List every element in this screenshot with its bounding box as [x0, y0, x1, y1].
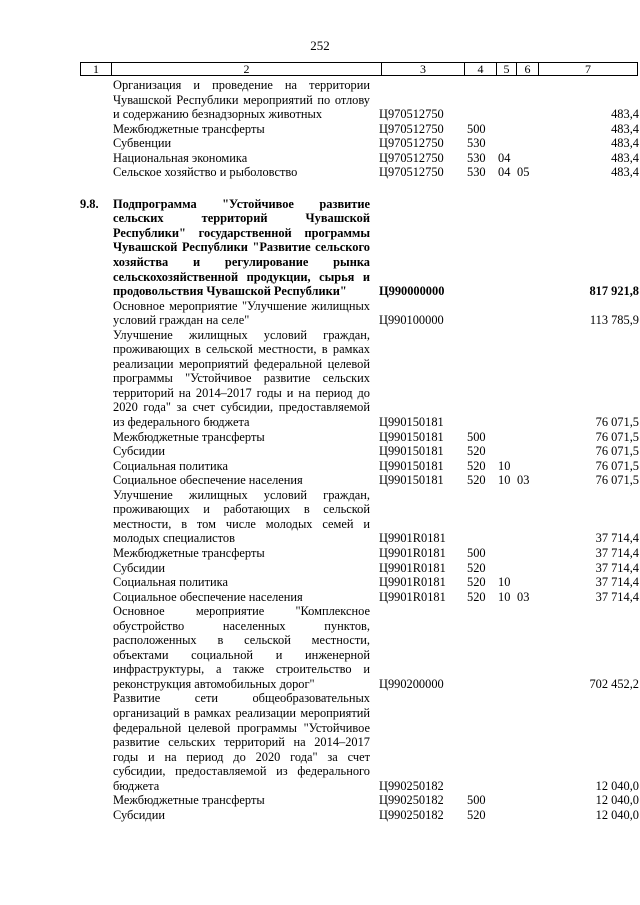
- table-row: [80, 575, 638, 590]
- table-row: [80, 444, 638, 459]
- table-row: [80, 328, 638, 430]
- table-row: [80, 430, 638, 445]
- row-name: Сельское хозяйство и рыболовство: [113, 165, 298, 180]
- row-amount: 483,4: [611, 136, 639, 151]
- row-col-5: 04: [498, 150, 511, 165]
- row-amount: 37 714,4: [595, 560, 639, 575]
- row-col-5: 10: [498, 575, 511, 590]
- table-row: [80, 691, 638, 793]
- row-col-4: 520: [467, 560, 486, 575]
- header-col-1: 1: [93, 62, 99, 76]
- table-row: [80, 546, 638, 561]
- table-row: [80, 488, 638, 546]
- row-col-4: 520: [467, 458, 486, 473]
- row-code: Ц990150181: [379, 473, 444, 488]
- row-col-4: 520: [467, 575, 486, 590]
- row-col-4: 520: [467, 807, 486, 822]
- row-number: 9.8.: [80, 196, 99, 211]
- row-amount: 76 071,5: [595, 429, 639, 444]
- header-col-4: 4: [464, 63, 496, 75]
- row-code: Ц990150181: [379, 415, 444, 430]
- table-header: [80, 62, 638, 76]
- table-row: [80, 808, 638, 823]
- row-name: Социальная политика: [113, 575, 228, 590]
- row-amount: 37 714,4: [595, 575, 639, 590]
- row-name: Межбюджетные трансферты: [113, 121, 265, 136]
- table-row: [80, 793, 638, 808]
- row-name: Основное мероприятие "Комплексное обустройство населенных пунктов, расположенных в сельской местности, объектами социальной и инженерной инфраструктуры, а также строительство и реконструкция автомобильных дорог": [113, 604, 370, 691]
- row-col-5: 04: [498, 165, 511, 180]
- header-col-7: 7: [538, 63, 637, 75]
- row-code: Ц970512750: [379, 165, 444, 180]
- row-code: Ц9901R0181: [379, 575, 446, 590]
- row-code: Ц970512750: [379, 121, 444, 136]
- row-code: Ц9901R0181: [379, 531, 446, 546]
- row-col-4: 530: [467, 165, 486, 180]
- row-name: Субсидии: [113, 807, 165, 822]
- row-code: Ц9901R0181: [379, 589, 446, 604]
- row-code: Ц970512750: [379, 107, 444, 122]
- row-amount: 113 785,9: [589, 313, 639, 328]
- row-code: Ц990000000: [379, 284, 445, 299]
- table-row: [80, 473, 638, 488]
- row-col-4: 500: [467, 429, 486, 444]
- row-name: Социальное обеспечение населения: [113, 473, 303, 488]
- row-amount: 76 071,5: [595, 458, 639, 473]
- table-row: [80, 561, 638, 576]
- row-code: Ц990150181: [379, 458, 444, 473]
- table-row: [80, 197, 638, 299]
- header-col-3: 3: [381, 63, 464, 75]
- table-row: [80, 136, 638, 151]
- row-col-4: 500: [467, 545, 486, 560]
- row-code: Ц990150181: [379, 444, 444, 459]
- row-col-4: 530: [467, 150, 486, 165]
- table-row: [80, 604, 638, 691]
- table-row: [80, 151, 638, 166]
- page-number: 252: [310, 38, 330, 53]
- row-name: Субвенции: [113, 136, 172, 151]
- table-body: [80, 78, 638, 822]
- row-amount: 483,4: [611, 165, 639, 180]
- row-name: Улучшение жилищных условий граждан, проживающих и работающих в сельской местности, в том числе молодых семей и молодых специалистов: [113, 487, 370, 546]
- row-amount: 817 921,8: [589, 284, 639, 299]
- row-code: Ц970512750: [379, 136, 444, 151]
- row-amount: 76 071,5: [595, 415, 639, 430]
- row-amount: 76 071,5: [595, 473, 639, 488]
- table-row: [80, 165, 638, 180]
- row-name: Улучшение жилищных условий граждан, проживающих в сельской местности, в рамках реализации мероприятий федеральной целевой программы "Устойчивое развитие сельских территорий на 2014–2017 годы и на период до 2020 года" за счет субсидии, предоставляемой из федерального бюджета: [113, 327, 370, 430]
- row-amount: 76 071,5: [595, 444, 639, 459]
- row-code: Ц990250182: [379, 778, 444, 793]
- row-col-5: 10: [498, 473, 511, 488]
- row-name: Подпрограмма "Устойчивое развитие сельских территорий Чувашской Республики" государственной программы Чувашской Республики "Развитие сельского хозяйства и регулирование рынка сельскохозяйственной продукции, сырья и продовольствия Чувашской Республики": [113, 196, 370, 299]
- row-amount: 12 040,0: [595, 778, 639, 793]
- row-code: Ц990250182: [379, 807, 444, 822]
- row-col-5: 10: [498, 458, 511, 473]
- table-row: [80, 590, 638, 605]
- row-col-5: 10: [498, 589, 511, 604]
- section-spacer: [80, 180, 638, 197]
- row-col-6: 03: [517, 473, 530, 488]
- row-name: Организация и проведение на территории Чувашской Республики мероприятий по отлову и содержанию безнадзорных животных: [113, 78, 370, 122]
- row-code: Ц990100000: [379, 313, 444, 328]
- row-code: Ц9901R0181: [379, 545, 446, 560]
- row-name: Межбюджетные трансферты: [113, 793, 265, 808]
- row-col-6: 03: [517, 589, 530, 604]
- row-name: Основное мероприятие "Улучшение жилищных условий граждан на селе": [113, 298, 370, 328]
- row-code: Ц9901R0181: [379, 560, 446, 575]
- row-name: Национальная экономика: [113, 150, 248, 165]
- row-col-4: 530: [467, 136, 486, 151]
- row-amount: 483,4: [611, 150, 639, 165]
- row-name: Социальное обеспечение населения: [113, 589, 303, 604]
- row-col-4: 520: [467, 589, 486, 604]
- table-row: [80, 459, 638, 474]
- row-code: Ц990200000: [379, 676, 444, 691]
- row-name: Социальная политика: [113, 458, 228, 473]
- header-col-5: 5: [496, 63, 516, 75]
- row-col-4: 520: [467, 444, 486, 459]
- row-code: Ц970512750: [379, 150, 444, 165]
- table-row: [80, 122, 638, 137]
- row-name: Межбюджетные трансферты: [113, 545, 265, 560]
- row-col-4: 520: [467, 473, 486, 488]
- row-col-6: 05: [517, 165, 530, 180]
- row-name: Субсидии: [113, 444, 165, 459]
- row-amount: 12 040,0: [595, 793, 639, 808]
- row-amount: 483,4: [611, 107, 639, 122]
- row-code: Ц990250182: [379, 793, 444, 808]
- row-name: Межбюджетные трансферты: [113, 429, 265, 444]
- header-col-2: 2: [111, 63, 381, 75]
- row-amount: 37 714,4: [595, 545, 639, 560]
- row-name: Субсидии: [113, 560, 165, 575]
- row-amount: 37 714,4: [595, 589, 639, 604]
- row-amount: 37 714,4: [595, 531, 639, 546]
- row-name: Развитие сети общеобразовательных организаций в рамках реализации мероприятий федеральной целевой программы "Устойчивое развитие сельских территорий на 2014–2017 годы и на период до 2020 года" за счет субсидии, предоставляемой из федерального бюджета: [113, 691, 370, 793]
- row-amount: 12 040,0: [595, 807, 639, 822]
- row-code: Ц990150181: [379, 429, 444, 444]
- row-amount: 483,4: [611, 121, 639, 136]
- row-col-4: 500: [467, 121, 486, 136]
- table-row: [80, 78, 638, 122]
- row-amount: 702 452,2: [589, 676, 639, 691]
- header-col-6: 6: [516, 63, 538, 75]
- table-row: [80, 299, 638, 328]
- row-col-4: 500: [467, 793, 486, 808]
